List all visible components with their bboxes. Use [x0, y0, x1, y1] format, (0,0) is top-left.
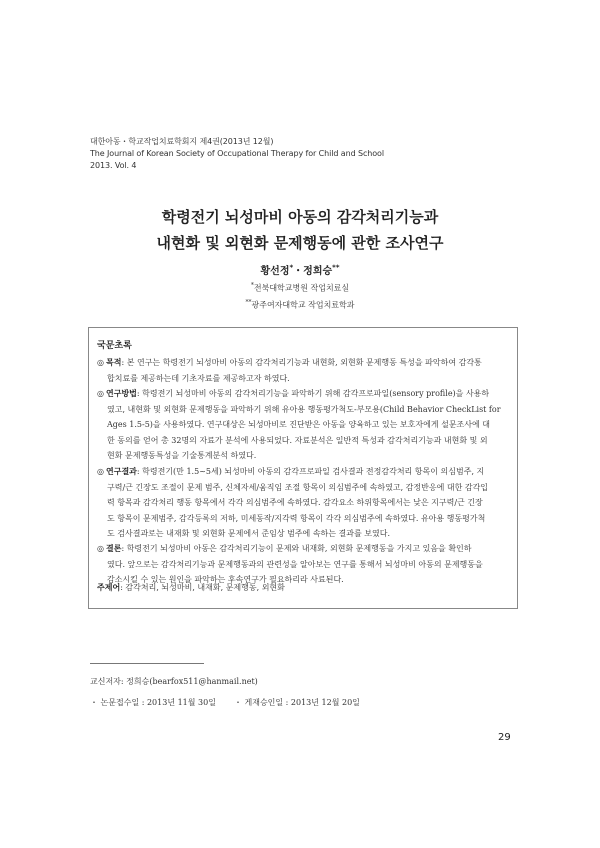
author-separator: ・	[293, 266, 304, 277]
author-name: 정희승	[303, 266, 333, 277]
keywords-label: 주제어	[97, 583, 121, 592]
affiliation-mark: *	[250, 282, 254, 289]
section-label: 연구결과	[105, 467, 137, 476]
author-name: 황선정	[260, 266, 290, 277]
abstract-line	[97, 355, 509, 371]
abstract-line: Ages 1.5-5)을 사용하였다. 연구대상은 뇌성마비로 진단받은 아동을 양육하고 있는 보호자에게 설문조사에 대	[107, 420, 491, 429]
submission-dates	[90, 697, 360, 708]
abstract-line: 도 검사결과로는 내재화 및 외현화 문제에서 준임상 범주에 속하는 결과를 보였다.	[107, 529, 390, 538]
journal-name-english: The Journal of Korean Society of Occupational Therapy for Child and School	[90, 149, 384, 158]
abstract-line: 감소시킬 수 있는 원인을 파악하는 후속연구가 필요하리라 사료된다.	[107, 575, 344, 584]
affiliation-mark: **	[332, 263, 340, 272]
keywords	[97, 582, 285, 593]
abstract-text: : 학령전기 뇌성마비 아동의 감각처리기능을 파악하기 위해 감각프로파일(sensory profile)을 사용하	[136, 389, 490, 398]
abstract-purpose	[97, 355, 509, 386]
page-number: 29	[498, 732, 511, 743]
section-label: 목적	[105, 358, 122, 367]
abstract-line: 구력/근 긴장도 조절이 문제 범주, 신체자세/움직임 조절 항목이 의심범주에 속하였고, 감정반응에 대한 감각입	[107, 482, 489, 492]
abstract-line: 한 동의를 얻어 총 32명의 자료가 분석에 사용되었다. 자료분석은 일반적 특성과 감각처리기능과 내현화 및 외	[107, 435, 488, 445]
bullet-icon: ◎	[97, 358, 104, 367]
affiliations	[0, 279, 600, 312]
affiliation-mark: *	[289, 263, 294, 272]
affiliation-text: 광주여자대학교 작업치료학과	[251, 300, 355, 310]
author-list	[0, 262, 600, 277]
abstract-line: 력 항목과 감각처리 행동 항목에서 각각 의심범주에 속하였다. 감각요소 하위항목에서는 낮은 지구력/근 긴장	[107, 498, 483, 507]
abstract-text: : 본 연구는 학령전기 뇌성마비 아동의 감각처리기능과 내현화, 외현화 문제행동 특성을 파악하여 감각통	[121, 358, 482, 367]
abstract-line	[97, 464, 509, 480]
journal-header	[90, 136, 384, 172]
abstract-line	[97, 386, 509, 402]
paper-title-line-1: 학령전기 뇌성마비 아동의 감각처리기능과	[161, 208, 439, 226]
abstract-line: 였고, 내현화 및 외현화 문제행동을 파악하기 위해 유아용 행동평가척도-부모용(Child Behavior CheckList for	[107, 404, 501, 414]
bullet-icon: ◎	[97, 467, 104, 476]
section-label: 결론	[105, 544, 122, 553]
abstract-line: 합치료를 제공하는데 기초자료를 제공하고자 하였다.	[107, 373, 290, 383]
abstract-line: 현화 문제행동특성을 기술통계분석 하였다.	[107, 451, 257, 460]
paper-title	[0, 204, 600, 256]
abstract-method	[97, 386, 509, 464]
affiliation-text: 전북대학교병원 작업치료실	[253, 283, 350, 293]
abstract-line: 도 항목이 문제범주, 감각등록의 저하, 미세동작/지각력 항목이 각각 의심범주에 속하였다. 유아용 행동평가척	[107, 513, 486, 523]
abstract-results	[97, 464, 509, 542]
affiliation-line	[0, 279, 600, 296]
abstract-line	[97, 541, 509, 557]
corresponding-author	[90, 676, 258, 687]
corresponding-text: : 정희승(bearfox511@hanmail.net)	[120, 677, 258, 686]
journal-volume: 2013. Vol. 4	[90, 161, 137, 170]
journal-name-korean: 대한아동・학교작업치료학회지 제4권(2013년 12월)	[90, 137, 274, 146]
affiliation-mark: **	[245, 298, 252, 306]
accepted-date: ・ 게재승인일 : 2013년 12월 20일	[233, 698, 360, 707]
abstract-text: : 학령전기(만 1.5~5세) 뇌성마비 아동의 감각프로파일 검사결과 전정감각처리 항목이 의심범주, 지	[136, 467, 485, 476]
abstract-text: : 학령전기 뇌성마비 아동은 감각처리기능이 문제와 내재화, 외현화 문제행동을 가지고 있음을 확인하	[121, 544, 472, 553]
section-label: 연구방법	[105, 389, 137, 398]
abstract-conclusion	[97, 541, 509, 588]
abstract-box	[88, 327, 518, 609]
abstract-heading: 국문초록	[97, 341, 132, 351]
abstract-line: 였다. 앞으로는 감각처리기능과 문제행동과의 관련성을 알아보는 연구를 통해서 뇌성마비 아동의 문제행동을	[107, 559, 483, 569]
keywords-text: : 감각처리, 뇌성마비, 내재화, 문제행동, 외현화	[120, 583, 285, 592]
corresponding-label: 교신저자	[90, 677, 121, 686]
received-date: ・ 논문접수일 : 2013년 11월 30일	[90, 698, 216, 707]
affiliation-line	[0, 296, 600, 313]
footnote-divider	[90, 663, 204, 664]
bullet-icon: ◎	[97, 389, 104, 398]
bullet-icon: ◎	[97, 544, 104, 553]
paper-title-line-2: 내현화 및 외현화 문제행동에 관한 조사연구	[156, 234, 444, 252]
